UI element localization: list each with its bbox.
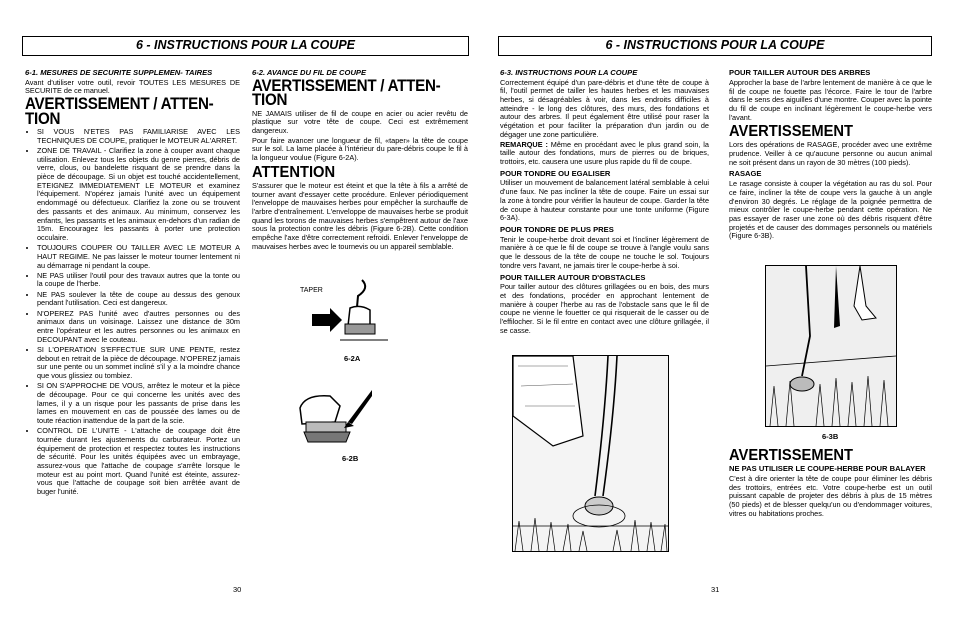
para-warning-rasage: Lors des opérations de RASAGE, procéder avec une extrême prudence. Veiller à ce qu'aucune personne ou aucun animal ne soit présent dans un rayon de 30 mètres (100 pieds). <box>729 140 932 167</box>
warning-rasage: AVERTISSEMENT <box>729 123 854 141</box>
heading-tondre: POUR TONDRE OU EGALISER <box>500 168 611 178</box>
list-item: • ZONE DE TRAVAIL - Clarifiez la zone à couper avant chaque utilisation. Enlevez tous les objets du genre pierres, débris de verre, clous, ou bandelette risquant de se prendre dans la pièce de découpage. Si un objet est touché accidentellement, ETEIGNEZ IMMEDIATEMENT LE MOTEUR et examinez l'équipement. N'opérez jamais l'unité avec un équipement endommagé ou défectueux. Clarifiez la zone ou se trouvent des passants et des animaux. Au minimum, conservez les enfants, les passants et les animaux en-dehors d'un radian de 15m. Encouragez les passants à porter une protection occulaire. <box>37 147 240 243</box>
section-6-1-intro: Avant d'utiliser votre outil, revoir TOUTES LES MESURES DE SECURITE de ce manuel. <box>25 77 240 96</box>
list-item: • NE PAS utiliser l'outil pour des travaux autres que la tonte ou la coupe de l'herbe. <box>37 272 240 289</box>
warning-balayer: AVERTISSEMENT <box>729 447 854 464</box>
section-6-2-warning: AVERTISSEMENT / ATTEN- TION <box>252 76 441 110</box>
list-item: • CONTROL DE L'UNITE - L'attache de coupage doit être tournée durant les ajustements du carburateur. Portez un équipement de protection et respectez toutes les instructions de sécurité. Pour les unités équipées avec un embrayage, assurez-vous que l'attache de coupage s'arrête lorsque le moteur est au point mort. Quand l'unité est éteinte, assurez-vous que l'attache de coupage soit bien arrêtée avant de buger l'unité. <box>37 427 240 497</box>
figure-6-2b-caption: 6-2B <box>342 454 359 463</box>
para-rasage: Le rasage consiste à couper la végétation au ras du sol. Pour ce faire, incliner la tête de coupe vers la gauche à un angle d'environ 30 degrés. Le réglage de la poignée permettra de mieux contrôler le coupe-herbe pendant cette opération. Ne pas essayer de raser une zone où des débris risquent d'être projetés et de causer des dommages personnels ou matériels (Figure 6-3B). <box>729 179 932 241</box>
right-page-number: 31 <box>711 585 720 594</box>
remark-label: REMARQUE : <box>500 139 548 149</box>
section-6-2-para-3: S'assurer que le moteur est éteint et que la tête à fils a arrêté de tourner avant d'essayer cette procédure. Enlever périodiquement l'enveloppe de mauvaises herbes pour empêcher la surchauffe de l'arbre d'entraînement. L'enveloppe de mauvaises herbe se produit quand les torons de mauvaises herbes s'empêtrent autour de l'axe sous la protection contre les débris (Figure 6-2B). Cette condition empêche l'axe d'être correctement refroidi. Enlever l'enveloppe de mauvaises herbes avec le tournevis ou un appareil semblable. <box>252 180 468 251</box>
section-6-2-attention: ATTENTION <box>252 163 336 181</box>
heading-obstacles: POUR TAILLER AUTOUR D'OBSTACLES <box>500 272 646 282</box>
para-tondre: Utiliser un mouvement de balancement latéral semblable à celui d'une faux. Ne pas incliner la tête de coupe. Faire un essai sur la zone à tondre pour vérifier la hauteur de coupe. Garder la tête de coupe à hauteur constante pour une tonte uniforme (Figure 6-3A). <box>500 178 709 223</box>
section-6-2-para-1: NE JAMAIS utiliser de fil de coupe en acier ou acier revêtu de plastique sur votre tête de coupe. Ceci est extrêmement dangereux. <box>252 108 468 135</box>
para-balayer: C'est à dire orienter la tête de coupe pour éliminer les débris des trottoirs, entrées etc. Votre coupe-herbe est un outil puissant capable de projeter des débris à plus de 15 mètres (50 pieds) et de blesser quelqu'un ou d'endommager voitures, vitres ou habitations proches. <box>729 473 932 518</box>
left-page-number: 30 <box>233 585 242 594</box>
section-6-1-title: 6-1. MESURES DE SECURITE SUPPLEMEN- TAIRES <box>25 68 213 77</box>
section-6-2-title: 6-2. AVANCE DU FIL DE COUPE <box>252 68 367 77</box>
list-item: • SI ON S'APPROCHE DE VOUS, arrêtez le moteur et la pièce de découpage. Pour ce qui concerne les unités avec des lames, il y a un risque pour les passants de prise dans les lames en mouvement en cas de poussée des lames ou de toute réaction inattendue de la part de la scie. <box>37 382 240 426</box>
figure-6-3a <box>512 355 669 552</box>
right-column-2 <box>729 69 932 242</box>
figure-6-2a-caption: 6-2A <box>344 354 361 363</box>
heading-rasage: RASAGE <box>729 169 762 179</box>
right-page-header: 6 - INSTRUCTIONS POUR LA COUPE <box>498 36 932 56</box>
section-6-3-para-1: Correctement équipé d'un pare-débris et d'une tête de coupe à fil, l'outil permet de tailler les hautes herbes et les mauvaises herbes, si désagréables à voir, dans les endroits difficiles à atteindre - le long des clôtures, des murs, des fondations et autour des arbres. Il peut également être utilisé pour raser la végétation et pour faciliter la préparation d'un jardin ou de dégager une zone particulière. <box>500 77 709 139</box>
heading-arbres: POUR TAILLER AUTOUR DES ARBRES <box>729 68 871 77</box>
list-item: • N'OPEREZ PAS l'unité avec d'autres personnes ou des animaux dans un voisinage. Laissez une distance de 30m entre l'opérateur et les autres personnes ou les animaux en DECOUPANT avec le couteau. <box>37 310 240 345</box>
list-item: • SI L'OPERATION S'EFFECTUE SUR UNE PENTE, restez debout en retrait de la pièce de découpage. N'OPEREZ jamais sur une pente ou un sommet incliné s'il y a la moindre chance que vous glissiez ou tombiez. <box>37 346 240 381</box>
para-tondre-pres: Tenir le coupe-herbe droit devant soi et l'incliner légèrement de manière à ce que le fil de coupe se trouve à l'angle voulu sans que le dessous de la tête de coupe ne touche le sol. Toujours tondre vers l'avant, ne jamais tirer le coupe-herbe à soi. <box>500 234 709 270</box>
left-column-2 <box>252 69 468 252</box>
section-6-3-remark <box>500 141 709 167</box>
left-column-1 <box>25 69 240 498</box>
list-item: • SI VOUS N'ETES PAS FAMILIARISE AVEC LES TECHNIQUES DE COUPE, pratiquer le MOTEUR AL'ARRET. <box>37 128 240 145</box>
para-arbres: Approcher la base de l'arbre lentement de manière à ce que le fil de coupe ne fouette pas l'écorce. Faire le tour de l'arbre dans le sens des aiguilles d'une montre. Couper avec la pointe du fil de coupe en inclinant légèrement le coupe-herbe vers l'avant. <box>729 77 932 122</box>
heading-tondre-pres: POUR TONDRE DE PLUS PRES <box>500 224 614 234</box>
para-obstacles: Pour tailler autour des clôtures grillagées ou en bois, des murs et des fondations, procéder en approchant lentement de manière à couper l'herbe au ras de l'obstacle sans que le fil de coupe ne vienne le fouetter ce qui risquerait de le casser ou de l'effilocher. Si le fil entre en contact avec une clôture grillagée, il se casse. <box>500 282 709 335</box>
list-item: • TOUJOURS COUPER OU TAILLER AVEC LE MOTEUR A HAUT REGIME. Ne pas laisser le moteur tourner lentement ni au démarrage ni pendant la coupe. <box>37 244 240 270</box>
section-6-3-title: 6-3. INSTRUCTIONS POUR LA COUPE <box>500 68 638 77</box>
section-6-2-para-2: Pour faire avancer une longueur de fil, «taper» la tête de coupe sur le sol. La lame placée à l'intérieur du pare-débris coupe le fil à la longueur voulue (Figure 6-2A). <box>252 135 468 163</box>
figure-6-2b <box>280 386 380 448</box>
right-column-2-bottom <box>729 446 932 519</box>
figure-6-3b-caption: 6-3B <box>822 432 839 441</box>
left-page-header: 6 - INSTRUCTIONS POUR LA COUPE <box>22 36 469 56</box>
right-column-1 <box>500 69 709 337</box>
section-6-1-warning: AVERTISSEMENT / ATTEN- TION <box>25 95 214 128</box>
remark-text: Même en procédant avec le plus grand soin, la taille autour des fondations, murs de pierres ou de briques, trottoirs, etc. causera une usure plus rapide du fil de coupe. <box>500 139 709 166</box>
figure-6-3b <box>765 265 897 427</box>
figure-6-2a-label: TAPER <box>300 287 323 294</box>
heading-balayer: NE PAS UTILISER LE COUPE-HERBE POUR BALAYER <box>729 464 926 473</box>
list-item: • NE PAS soulever la tête de coupe au dessus des genoux pendant l'utilisation. Ceci est dangereux. <box>37 291 240 308</box>
safety-bullet-list <box>25 128 240 497</box>
